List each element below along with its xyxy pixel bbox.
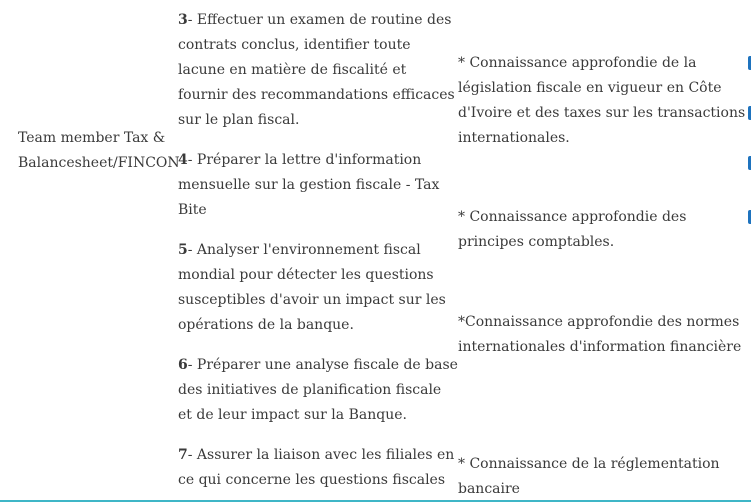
task-text: - Préparer la lettre d'information mensuelle sur la gestion fiscale - Tax Bite — [178, 152, 440, 218]
task-text: - Préparer une analyse fiscale de base des initiatives de planification fiscale et de leur impact sur la Banque. — [178, 357, 458, 423]
role-line-1: Team member Tax & — [18, 130, 166, 146]
tasks-column — [178, 8, 458, 502]
task-number: 6 — [178, 357, 188, 373]
task-item — [178, 148, 458, 223]
task-item — [178, 353, 458, 428]
task-item — [178, 443, 458, 493]
role-cell — [18, 126, 180, 176]
skill-item: *Connaissance approfondie des normes internationales d'information financière — [458, 314, 742, 355]
skill-item: * Connaissance approfondie des principes comptables. — [458, 209, 687, 250]
skill-item: * Connaissance approfondie de la législation fiscale en vigueur en Côte d'Ivoire et des taxes sur les transactions internationales. — [458, 55, 746, 146]
task-text: - Assurer la liaison avec les filiales en ce qui concerne les questions fiscales — [178, 447, 455, 488]
task-text: - Analyser l'environnement fiscal mondial pour détecter les questions susceptibles d'avoir un impact sur les opérations de la banque. — [178, 242, 446, 333]
task-number: 5 — [178, 242, 188, 258]
task-text: - Effectuer un examen de routine des contrats conclus, identifier toute lacune en matière de fiscalité et fournir des recommandations efficaces sur le plan fiscal. — [178, 12, 455, 128]
role-line-2: Balancesheet/FINCON — [18, 155, 180, 171]
right-edge-markers — [745, 0, 751, 502]
skill-item: * Connaissance de la réglementation bancaire — [458, 456, 720, 497]
task-item — [178, 8, 458, 133]
task-number: 7 — [178, 447, 188, 463]
task-number: 4 — [178, 152, 188, 168]
task-number: 3 — [178, 12, 188, 28]
skills-column — [458, 0, 748, 502]
task-item — [178, 238, 458, 338]
